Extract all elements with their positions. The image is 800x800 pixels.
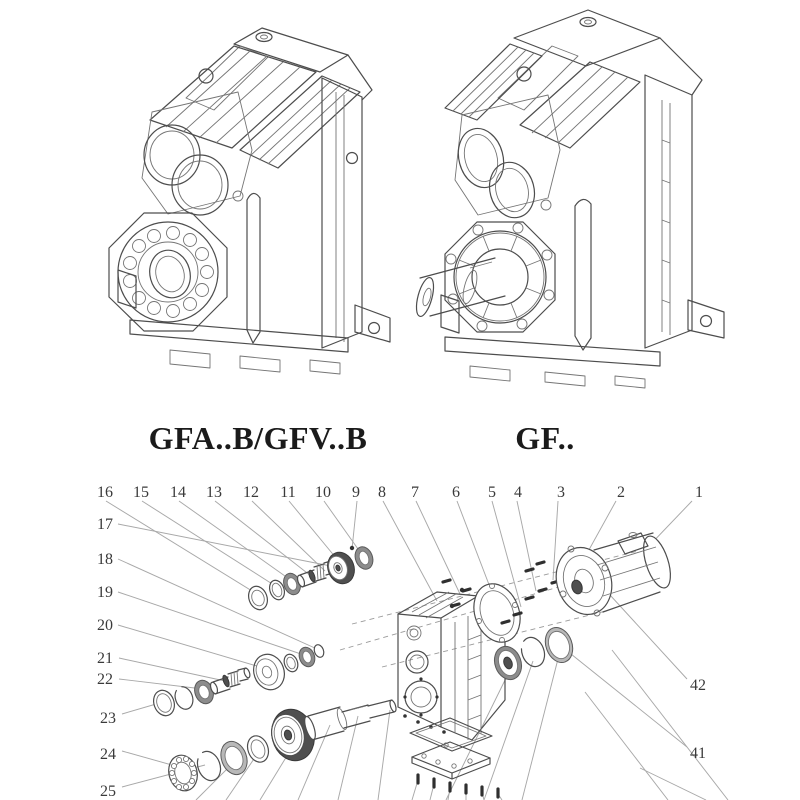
callout-41: 41 bbox=[690, 745, 706, 762]
callout-2: 2 bbox=[617, 484, 625, 501]
callout-17: 17 bbox=[97, 516, 113, 533]
callout-4: 4 bbox=[514, 484, 522, 501]
callout-numbers bbox=[97, 484, 706, 800]
bottom-cover-gasket bbox=[410, 718, 492, 751]
callout-6: 6 bbox=[452, 484, 460, 501]
callout-leader-lines bbox=[106, 501, 692, 787]
model-label-left: GFA..B/GFV..B bbox=[148, 420, 368, 456]
side-panel bbox=[645, 38, 724, 348]
model-label-right: GF.. bbox=[515, 420, 575, 456]
flange-bolt-holes bbox=[446, 223, 554, 331]
output-shaft-flange bbox=[413, 222, 555, 332]
cooling-fins-upper bbox=[445, 44, 542, 120]
callout-5: 5 bbox=[488, 484, 496, 501]
callout-10: 10 bbox=[315, 484, 331, 501]
callout-24: 24 bbox=[100, 746, 116, 763]
output-gear-shaft bbox=[302, 700, 397, 741]
callout-25: 25 bbox=[100, 783, 116, 800]
input-bores bbox=[452, 95, 560, 223]
intermediate-shaft-assembly bbox=[150, 643, 325, 718]
callout-19: 19 bbox=[97, 584, 113, 601]
vertical-post bbox=[575, 199, 591, 350]
callout-20: 20 bbox=[97, 617, 113, 634]
callout-1: 1 bbox=[695, 484, 703, 501]
motor-assembly bbox=[548, 533, 676, 622]
callout-3: 3 bbox=[557, 484, 565, 501]
callout-14: 14 bbox=[170, 484, 186, 501]
side-panel bbox=[322, 55, 390, 348]
callout-42: 42 bbox=[690, 677, 706, 694]
output-shaft-assembly bbox=[165, 700, 397, 794]
callout-21: 21 bbox=[97, 650, 113, 667]
flange-spokes bbox=[459, 236, 541, 318]
cooling-fins-mid bbox=[240, 76, 360, 168]
input-bores bbox=[142, 92, 252, 215]
callout-11: 11 bbox=[280, 484, 296, 501]
vertical-post bbox=[247, 193, 260, 343]
callout-18: 18 bbox=[97, 551, 113, 568]
mounting-base bbox=[441, 295, 660, 388]
cooling-fins-mid bbox=[520, 62, 640, 148]
bearing-balls bbox=[124, 227, 214, 318]
callout-22: 22 bbox=[97, 671, 113, 688]
callout-7: 7 bbox=[411, 484, 419, 501]
callout-16: 16 bbox=[97, 484, 113, 501]
gearbox-iso-left bbox=[109, 28, 390, 374]
callout-15: 15 bbox=[133, 484, 149, 501]
output-bearing-flange bbox=[109, 213, 227, 331]
callout-23: 23 bbox=[100, 710, 116, 727]
input-shaft-assembly bbox=[245, 544, 375, 612]
cooling-fins-upper bbox=[150, 46, 316, 148]
mounting-base bbox=[118, 270, 348, 374]
callout-12: 12 bbox=[243, 484, 259, 501]
callout-9: 9 bbox=[352, 484, 360, 501]
gearbox-iso-right bbox=[413, 10, 724, 388]
callout-8: 8 bbox=[378, 484, 386, 501]
exploded-diagram bbox=[97, 484, 728, 800]
callout-13: 13 bbox=[206, 484, 222, 501]
top-cover-cap bbox=[514, 10, 660, 66]
